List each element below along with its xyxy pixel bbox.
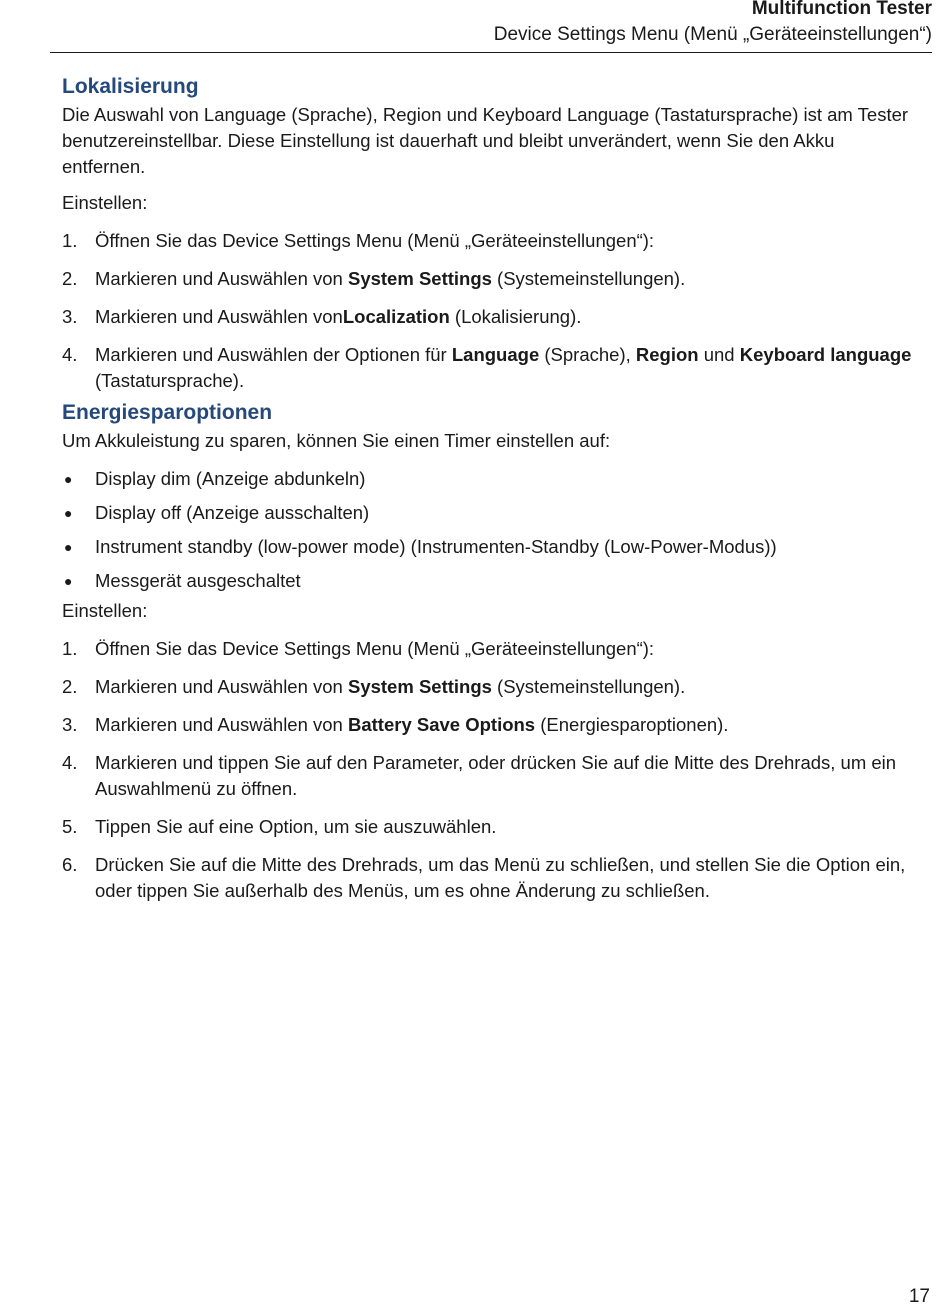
header-divider: [50, 52, 932, 53]
document-title: Multifunction Tester: [751, 0, 932, 19]
section-subtitle: Device Settings Menu (Menü „Geräteeinstellungen“): [493, 24, 932, 45]
step-bold-term: Region: [635, 344, 699, 365]
step-item: [62, 342, 922, 394]
step-item: [62, 852, 922, 904]
heading-battery-save: Energiesparoptionen: [62, 401, 273, 424]
battery-steps: [62, 636, 922, 904]
list-item: [62, 466, 922, 492]
step-text: (Tastatursprache).: [95, 370, 245, 391]
step-text: Markieren und Auswählen von: [95, 306, 343, 327]
step-number: 1.: [62, 638, 78, 659]
step-item: [62, 674, 922, 700]
step-text: Markieren und Auswählen von: [95, 676, 348, 697]
step-bold-term: System Settings: [347, 676, 492, 697]
bullet-icon: ●: [64, 505, 73, 521]
step-text: Drücken Sie auf die Mitte des Drehrads, um das Menü zu schließen, und stellen Sie die Option ein, oder tippen Sie außerhalb des Menüs, um es ohne Änderung zu schließen.: [95, 854, 906, 901]
step-item: [62, 304, 922, 330]
bullet-icon: ●: [64, 539, 73, 555]
step-text: (Systemeinstellungen).: [491, 676, 686, 697]
list-item-text: Display dim (Anzeige abdunkeln): [95, 468, 366, 489]
localization-steps: [62, 228, 922, 394]
step-item: [62, 636, 922, 662]
step-bold-term: Localization: [342, 306, 450, 327]
step-text: Markieren und Auswählen der Optionen für: [95, 344, 452, 365]
step-bold-term: System Settings: [347, 268, 492, 289]
bullet-icon: ●: [64, 573, 73, 589]
list-item: [62, 568, 922, 594]
step-number: 3.: [62, 714, 78, 735]
page-header: [50, 0, 932, 48]
step-text: Markieren und Auswählen von: [95, 714, 348, 735]
step-number: 5.: [62, 816, 78, 837]
list-item: [62, 534, 922, 560]
step-text: (Lokalisierung).: [449, 306, 582, 327]
battery-timer-options: [62, 466, 922, 594]
step-item: [62, 228, 922, 254]
localization-intro: Die Auswahl von Language (Sprache), Region und Keyboard Language (Tastatursprache) ist am Tester benutzereinstellbar. Diese Einstellung ist dauerhaft und bleibt unverändert, wenn Sie den Akku entfernen.: [62, 104, 909, 177]
step-text: Markieren und Auswählen von: [95, 268, 348, 289]
step-number: 4.: [62, 344, 78, 365]
bullet-icon: ●: [64, 471, 73, 487]
step-text: (Sprache),: [539, 344, 636, 365]
step-item: [62, 266, 922, 292]
step-text: (Energiesparoptionen).: [535, 714, 729, 735]
step-item: [62, 712, 922, 738]
list-item-text: Display off (Anzeige ausschalten): [95, 502, 370, 523]
heading-localization: Lokalisierung: [62, 75, 199, 98]
step-number: 2.: [62, 676, 78, 697]
step-text: Markieren und tippen Sie auf den Parameter, oder drücken Sie auf die Mitte des Drehrads, um ein Auswahlmenü zu öffnen.: [95, 752, 897, 799]
step-number: 3.: [62, 306, 78, 327]
page-content: [62, 72, 922, 916]
list-item-text: Messgerät ausgeschaltet: [95, 570, 301, 591]
step-item: [62, 750, 922, 802]
step-bold-term: Language: [451, 344, 540, 365]
battery-intro: Um Akkuleistung zu sparen, können Sie einen Timer einstellen auf:: [62, 430, 611, 451]
step-bold-term: Keyboard language: [739, 344, 912, 365]
list-item: [62, 500, 922, 526]
step-number: 4.: [62, 752, 78, 773]
battery-setup-label: Einstellen:: [62, 600, 148, 621]
localization-setup-label: Einstellen:: [62, 192, 148, 213]
list-item-text: Instrument standby (low-power mode) (Instrumenten-Standby (Low-Power-Modus)): [95, 536, 777, 557]
step-number: 1.: [62, 230, 78, 251]
step-text: (Systemeinstellungen).: [491, 268, 686, 289]
step-text: und: [698, 344, 740, 365]
step-text: Tippen Sie auf eine Option, um sie auszuwählen.: [95, 816, 497, 837]
step-text: Öffnen Sie das Device Settings Menu (Menü „Geräteeinstellungen“):: [95, 638, 655, 659]
step-number: 2.: [62, 268, 78, 289]
page-number: 17: [908, 1286, 930, 1307]
step-item: [62, 814, 922, 840]
step-bold-term: Battery Save Options: [347, 714, 536, 735]
step-number: 6.: [62, 854, 78, 875]
step-text: Öffnen Sie das Device Settings Menu (Menü „Geräteeinstellungen“):: [95, 230, 655, 251]
